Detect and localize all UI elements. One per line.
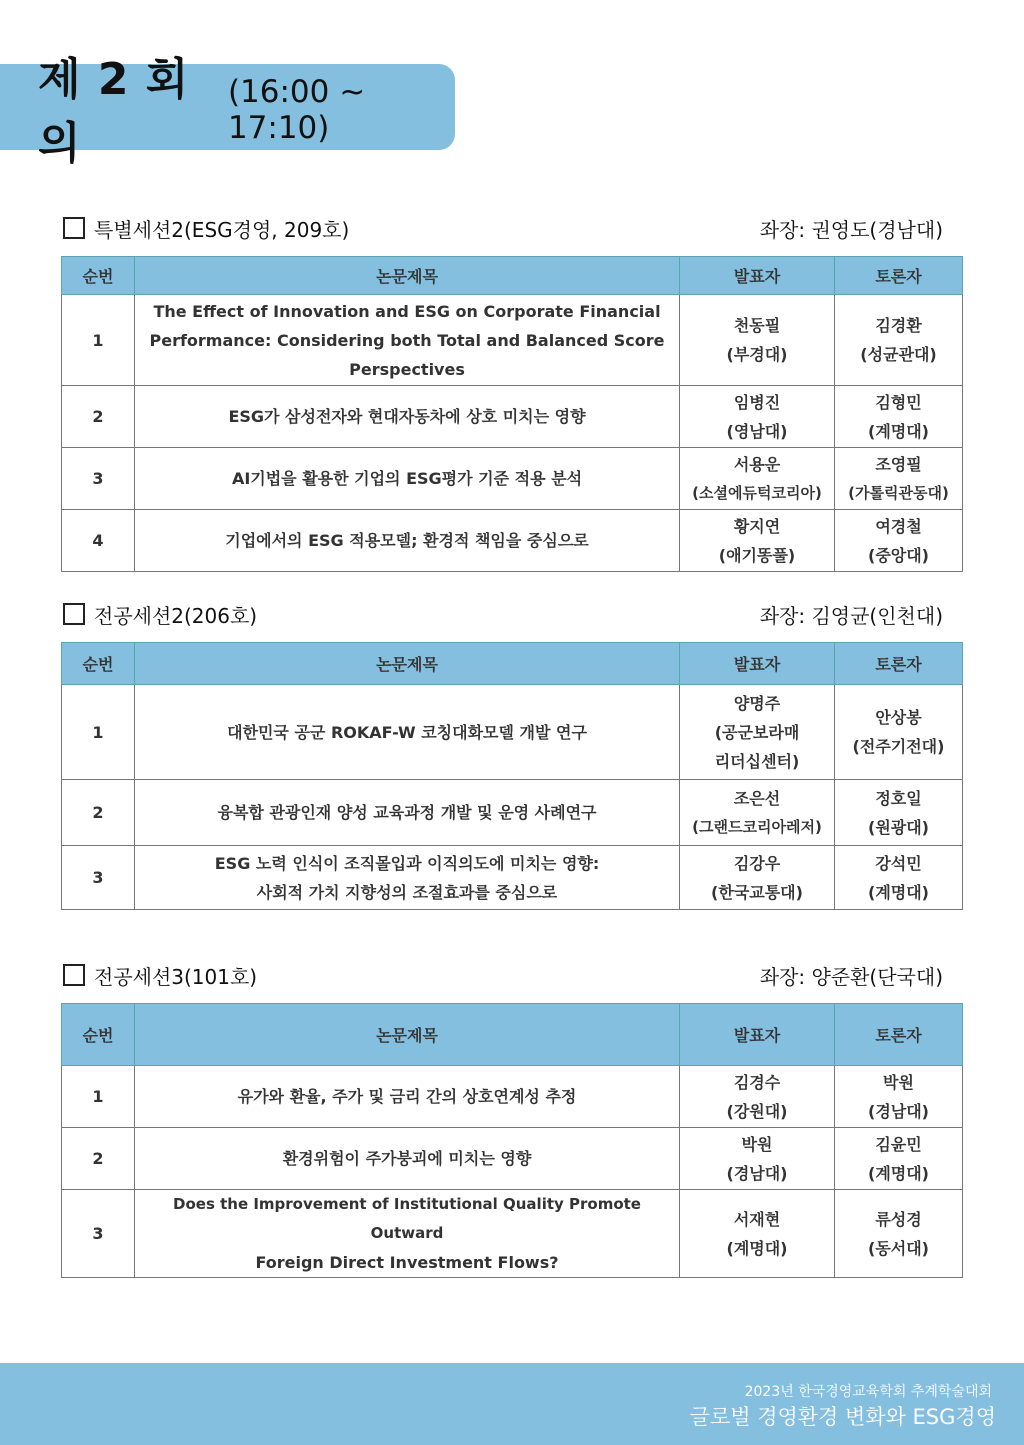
session-chair: 좌장: 권영도(경남대) — [759, 218, 943, 242]
table-row — [62, 1066, 963, 1128]
row-num: 4 — [62, 510, 135, 572]
discussant — [835, 1190, 963, 1278]
col-header-discussant: 토론자 — [835, 1004, 963, 1066]
table-row — [62, 510, 963, 572]
discussant-name: 안상봉 — [875, 708, 922, 727]
meeting-title: 제 2 회의 — [38, 54, 190, 169]
presenter-name: 김경수 — [733, 1072, 781, 1092]
col-header-title: 논문제목 — [135, 1004, 680, 1066]
presenter-affiliation: (한국교통대) — [711, 882, 803, 902]
discussant — [835, 448, 963, 510]
discussant — [835, 846, 963, 910]
session-name: 전공세션3(101호) — [94, 965, 258, 989]
discussant — [835, 295, 963, 386]
discussant-name: 강석민 — [875, 853, 922, 873]
table-row — [62, 295, 963, 386]
paper-title — [135, 1190, 680, 1278]
paper-title — [135, 510, 680, 572]
presenter-affiliation: (부경대) — [726, 345, 788, 364]
session-table — [61, 642, 963, 910]
row-num: 1 — [62, 1066, 135, 1128]
discussant-name: 김윤민 — [875, 1134, 922, 1154]
session-checkbox[interactable] — [63, 964, 85, 986]
presenter-name: 황지연 — [733, 516, 781, 536]
col-header-presenter: 발표자 — [680, 643, 835, 685]
presenter-name: 김강우 — [733, 853, 781, 873]
presenter — [680, 1128, 835, 1190]
paper-title-line: 사회적 가치 지향성의 조절효과를 중심으로 — [256, 882, 558, 902]
paper-title — [135, 1066, 680, 1128]
paper-title — [135, 846, 680, 910]
session-checkbox[interactable] — [63, 217, 85, 239]
presenter — [680, 386, 835, 448]
row-num: 2 — [62, 386, 135, 448]
table-header-row — [62, 257, 963, 295]
presenter-name: 서용운 — [733, 454, 781, 474]
row-num: 2 — [62, 780, 135, 846]
session-name: 특별세션2(ESG경영, 209호) — [94, 218, 350, 242]
col-header-discussant: 토론자 — [835, 643, 963, 685]
presenter-name: 임병진 — [733, 392, 781, 412]
discussant-name: 류성경 — [875, 1209, 922, 1229]
discussant-affiliation: (계명대) — [868, 1163, 929, 1183]
table-header-row — [62, 1004, 963, 1066]
paper-title-line: 대한민국 공군 ROKAF-W 코칭대화모델 개발 연구 — [227, 722, 587, 742]
paper-title-line: ESG 노력 인식이 조직몰입과 이직의도에 미치는 영향: — [214, 853, 600, 873]
col-header-num: 순번 — [62, 1004, 135, 1066]
discussant — [835, 510, 963, 572]
paper-title-line: 융복합 관광인재 양성 교육과정 개발 및 운영 사례연구 — [217, 803, 597, 822]
row-num: 1 — [62, 295, 135, 386]
row-num: 1 — [62, 685, 135, 780]
row-num: 3 — [62, 448, 135, 510]
paper-title-line: Foreign Direct Investment Flows? — [255, 1253, 559, 1272]
discussant-affiliation: (계명대) — [868, 882, 929, 902]
paper-title — [135, 448, 680, 510]
discussant-affiliation: (전주기전대) — [852, 737, 945, 756]
col-header-presenter: 발표자 — [680, 257, 835, 295]
discussant-name: 정호일 — [875, 788, 922, 808]
presenter — [680, 685, 835, 780]
discussant-name: 박원 — [883, 1072, 914, 1092]
col-header-discussant: 토론자 — [835, 257, 963, 295]
table-row — [62, 1190, 963, 1278]
presenter — [680, 448, 835, 510]
presenter-affiliation: (강원대) — [726, 1101, 788, 1121]
paper-title-line: ESG가 삼성전자와 현대자동차에 상호 미치는 영향 — [228, 407, 586, 426]
paper-title — [135, 1128, 680, 1190]
paper-title-line: 유가와 환율, 주가 및 금리 간의 상호연계성 추정 — [237, 1087, 577, 1106]
discussant-affiliation: (중앙대) — [868, 545, 929, 565]
table-header-row — [62, 643, 963, 685]
presenter-name: 천동필 — [733, 316, 781, 335]
presenter-affiliation: 리더십센터) — [714, 751, 800, 771]
col-header-presenter: 발표자 — [680, 1004, 835, 1066]
paper-title-line: The Effect of Innovation and ESG on Corporate Financial — [153, 301, 661, 321]
paper-title-line: Does the Improvement of Institutional Quality Promote Outward — [173, 1195, 641, 1242]
discussant — [835, 1128, 963, 1190]
footer-event-name: 2023년 한국경영교육학회 추계학술대회 — [744, 1384, 992, 1400]
presenter-name: 서재현 — [733, 1209, 781, 1229]
discussant-name: 김형민 — [875, 392, 922, 412]
row-num: 3 — [62, 1190, 135, 1278]
row-num: 2 — [62, 1128, 135, 1190]
presenter — [680, 846, 835, 910]
paper-title-line: 환경위험이 주가붕괴에 미치는 영향 — [282, 1149, 532, 1168]
session-table — [61, 1003, 963, 1278]
discussant — [835, 1066, 963, 1128]
presenter-affiliation: (계명대) — [726, 1238, 788, 1258]
meeting-title-banner — [0, 54, 455, 169]
presenter — [680, 1066, 835, 1128]
table-row — [62, 780, 963, 846]
session-special-2 — [61, 214, 963, 572]
presenter — [680, 295, 835, 386]
footer-theme: 글로벌 경영환경 변화와 ESG경영 — [689, 1405, 996, 1429]
table-row — [62, 846, 963, 910]
presenter — [680, 780, 835, 846]
session-header — [61, 600, 963, 630]
presenter-affiliation: (공군보라매 — [714, 722, 800, 742]
presenter-affiliation: (경남대) — [726, 1163, 788, 1183]
paper-title — [135, 386, 680, 448]
col-header-title: 논문제목 — [135, 643, 680, 685]
presenter — [680, 1190, 835, 1278]
footer-banner — [0, 1363, 1024, 1445]
discussant-affiliation: (원광대) — [868, 817, 929, 837]
presenter-affiliation: (애기똥풀) — [718, 545, 796, 565]
paper-title — [135, 685, 680, 780]
discussant — [835, 685, 963, 780]
paper-title-line: Performance: Considering both Total and Balanced Score — [149, 330, 665, 350]
discussant-affiliation: (가톨릭관동대) — [848, 483, 949, 502]
discussant — [835, 780, 963, 846]
session-chair: 좌장: 김영균(인천대) — [759, 604, 943, 628]
meeting-time: (16:00 ~ 17:10) — [227, 74, 366, 146]
presenter-affiliation: (영남대) — [726, 421, 788, 441]
session-name: 전공세션2(206호) — [94, 604, 258, 628]
presenter-name: 조은선 — [733, 788, 781, 808]
session-table — [61, 256, 963, 572]
table-row — [62, 685, 963, 780]
col-header-num: 순번 — [62, 257, 135, 295]
session-header — [61, 961, 963, 991]
presenter-name: 박원 — [741, 1134, 773, 1154]
discussant-affiliation: (경남대) — [868, 1101, 929, 1121]
col-header-num: 순번 — [62, 643, 135, 685]
discussant-affiliation: (성균관대) — [860, 345, 937, 364]
discussant-affiliation: (동서대) — [868, 1238, 929, 1258]
paper-title — [135, 780, 680, 846]
discussant-name: 조영필 — [875, 454, 922, 474]
table-row — [62, 448, 963, 510]
table-row — [62, 386, 963, 448]
presenter — [680, 510, 835, 572]
paper-title — [135, 295, 680, 386]
col-header-title: 논문제목 — [135, 257, 680, 295]
session-major-2 — [61, 600, 963, 910]
paper-title-line: Perspectives — [349, 359, 465, 379]
session-header — [61, 214, 963, 244]
paper-title-line: AI기법을 활용한 기업의 ESG평가 기준 적용 분석 — [231, 469, 583, 488]
session-checkbox[interactable] — [63, 603, 85, 625]
session-chair: 좌장: 양준환(단국대) — [759, 965, 943, 989]
paper-title-line: 기업에서의 ESG 적용모델; 환경적 책임을 중심으로 — [225, 531, 589, 550]
presenter-name: 양명주 — [733, 693, 781, 713]
discussant-name: 김경환 — [875, 316, 922, 335]
discussant — [835, 386, 963, 448]
table-row — [62, 1128, 963, 1190]
presenter-affiliation: (소셜에듀턱코리아) — [692, 483, 822, 502]
row-num: 3 — [62, 846, 135, 910]
discussant-name: 여경철 — [875, 516, 922, 536]
session-major-3 — [61, 961, 963, 1278]
presenter-affiliation: (그랜드코리아레저) — [692, 817, 822, 836]
discussant-affiliation: (계명대) — [868, 421, 929, 441]
